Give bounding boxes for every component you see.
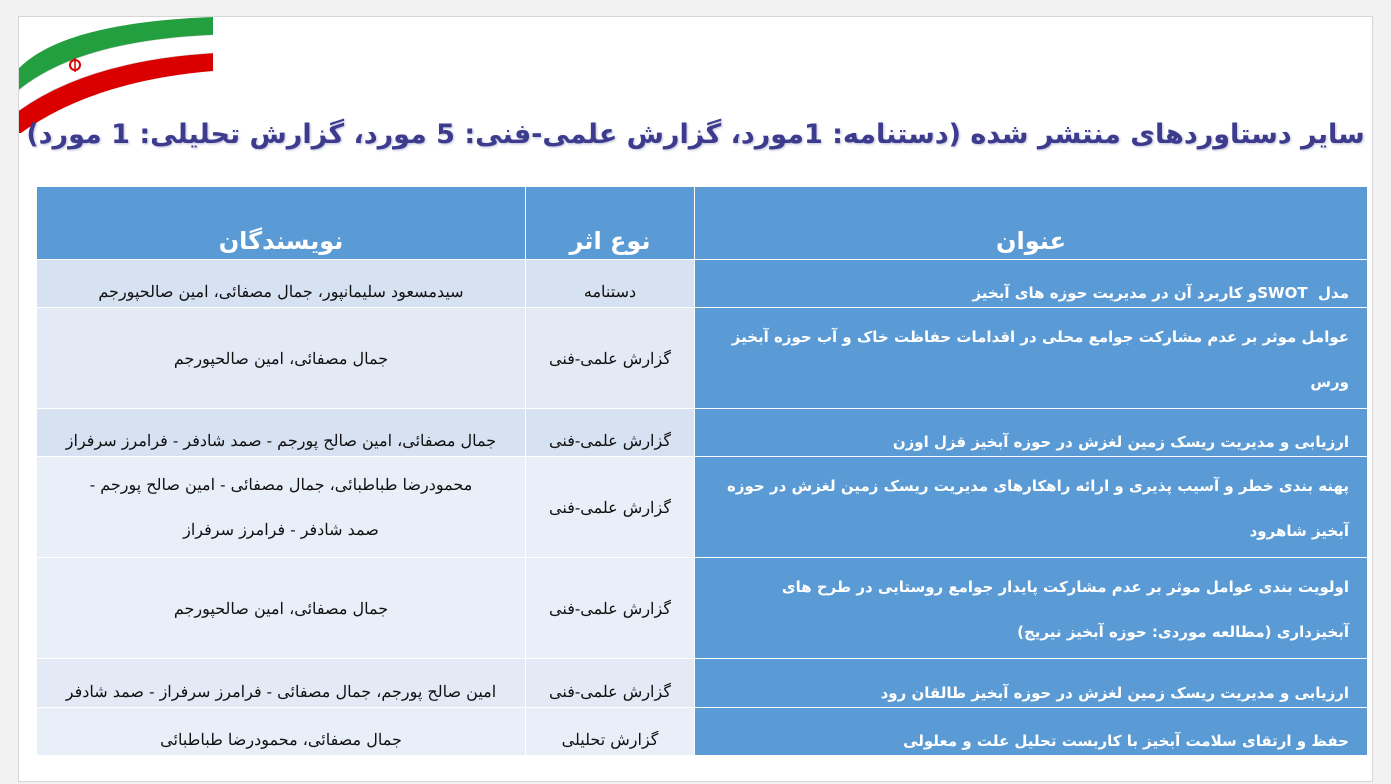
cell-title: ارزیابی و مدیریت ریسک زمین لغزش در حوزه آبخیز قزل اوزن (695, 409, 1368, 457)
cell-title: ارزیابی و مدیریت ریسک زمین لغزش در حوزه آبخیز طالقان رود (695, 659, 1368, 708)
title-line-1: اولویت بندی عوامل موثر بر عدم مشارکت پایدار جوامع روستایی در طرح های (781, 578, 1349, 596)
cell-authors: جمال مصفائی، امین صالح پورجم - صمد شادفر - فرامرز سرفراز (37, 409, 526, 457)
slide-title: سایر دستاوردهای منتشر شده (دستنامه: 1مورد، گزارش علمی-فنی: 5 مورد، گزارش تحلیلی: 1 مورد) (26, 119, 1365, 150)
table-row (37, 308, 1368, 409)
header-title: عنوان (695, 187, 1368, 260)
cell-authors (37, 457, 526, 558)
table-row (37, 659, 1368, 708)
title-prefix: مدل (1318, 284, 1349, 302)
cell-authors: جمال مصفائی، امین صالحپورجم (37, 308, 526, 409)
cell-type: دستنامه (526, 260, 695, 308)
iran-flag-ribbon-icon (18, 16, 213, 133)
authors-line-1: محمودرضا طباطبائی، جمال مصفائی - امین صالح پورجم - (89, 475, 473, 494)
slide (18, 16, 1373, 782)
title-suffix: و کاربرد آن در مدیریت حوزه های آبخیز (972, 284, 1258, 302)
cell-authors: سیدمسعود سلیمانپور، جمال مصفائی، امین صالحپورجم (37, 260, 526, 308)
cell-type: گزارش علمی-فنی (526, 558, 695, 659)
cell-title (695, 260, 1368, 308)
table-row (37, 457, 1368, 558)
title-line-2: آبخیز شاهرود (1249, 522, 1349, 540)
cell-type: گزارش علمی-فنی (526, 409, 695, 457)
table-row (37, 409, 1368, 457)
header-type: نوع اثر (526, 187, 695, 260)
cell-type: گزارش علمی-فنی (526, 308, 695, 409)
authors-line-2: صمد شادفر - فرامرز سرفراز (183, 520, 379, 539)
cell-type: گزارش علمی-فنی (526, 659, 695, 708)
cell-title (695, 308, 1368, 409)
cell-authors: جمال مصفائی، محمودرضا طباطبائی (37, 708, 526, 756)
cell-title (695, 457, 1368, 558)
cell-authors: جمال مصفائی، امین صالحپورجم (37, 558, 526, 659)
table-row (37, 260, 1368, 308)
table-row (37, 708, 1368, 756)
title-line-2: ورس (1310, 373, 1349, 391)
cell-title (695, 558, 1368, 659)
cell-authors: امین صالح پورجم، جمال مصفائی - فرامرز سرفراز - صمد شادفر (37, 659, 526, 708)
cell-title: حفظ و ارتقای سلامت آبخیز با کاربست تحلیل علت و معلولی (695, 708, 1368, 756)
title-line-2: آبخیزداری (مطالعه موردی: حوزه آبخیز نیریج) (1017, 623, 1349, 641)
title-line-1: پهنه بندی خطر و آسیب پذیری و ارائه راهکارهای مدیریت ریسک زمین لغزش در حوزه (727, 477, 1349, 495)
header-authors: نویسندگان (37, 187, 526, 260)
title-line-1: عوامل موثر بر عدم مشارکت جوامع محلی در اقدامات حفاظت خاک و آب حوزه آبخیز (731, 328, 1349, 346)
cell-type: گزارش علمی-فنی (526, 457, 695, 558)
table-row (37, 558, 1368, 659)
achievements-table (36, 186, 1368, 756)
title-latin: SWOT (1257, 284, 1308, 302)
cell-type: گزارش تحلیلی (526, 708, 695, 756)
table-header-row (37, 187, 1368, 260)
